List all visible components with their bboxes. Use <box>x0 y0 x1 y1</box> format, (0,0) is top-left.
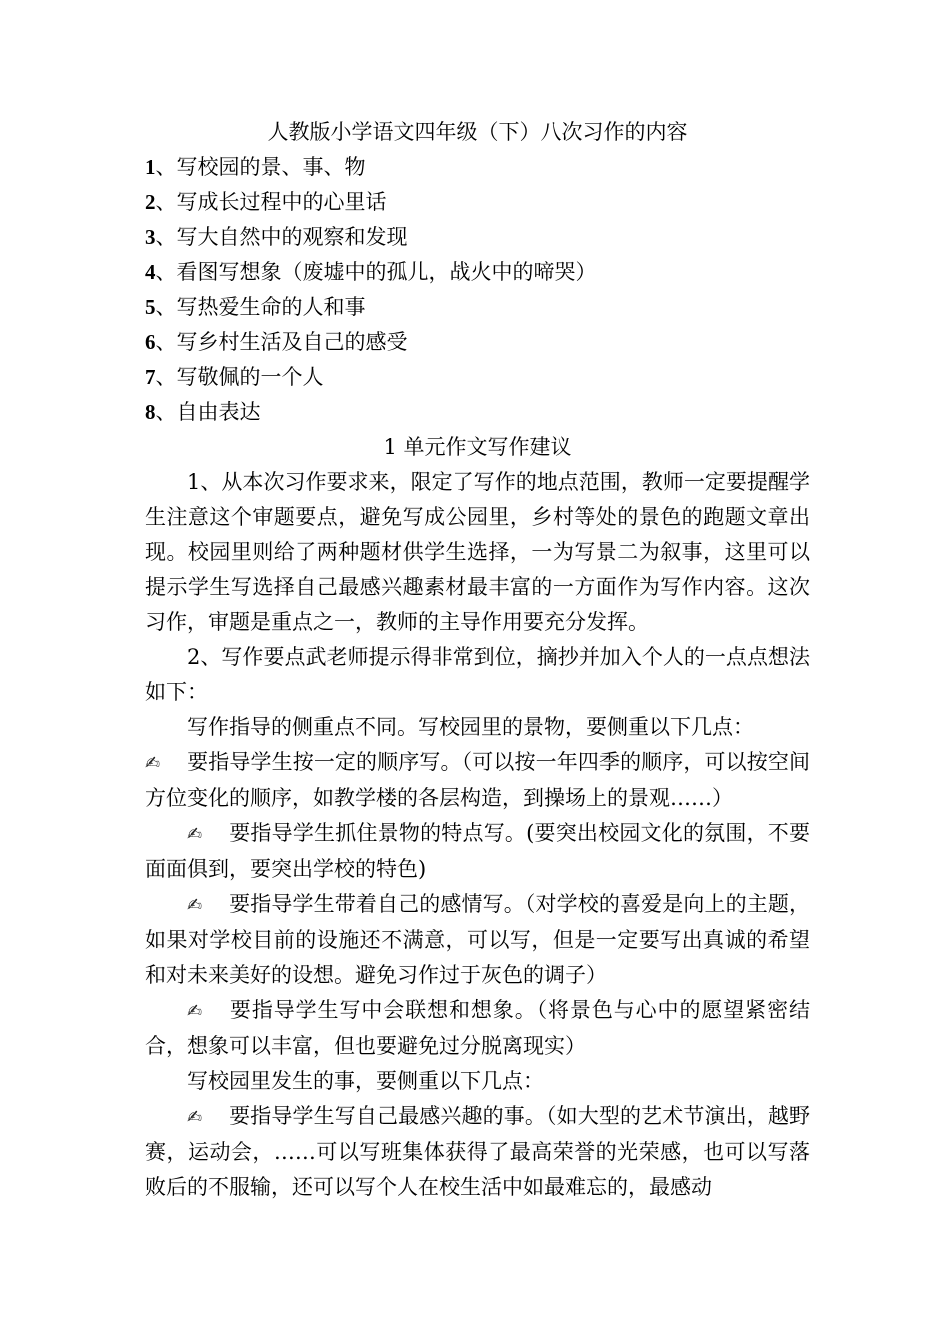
bullet-text: 要指导学生按一定的顺序写。（可以按一年四季的顺序，可以按空间方位变化的顺序，如教学楼的各层构造，到操场上的景观……） <box>145 750 810 810</box>
item-text: 看图写想象（废墟中的孤儿，战火中的啼哭） <box>176 260 597 284</box>
bullet-text: 要指导学生写自己最感兴趣的事。（如大型的艺术节演出，越野赛，运动会，……可以写班集体获得了最高荣誉的光荣感，也可以写落败后的不服输，还可以写个人在校生活中如最难忘的，最感动 <box>145 1104 810 1199</box>
bullet-scenery-feelings <box>145 887 810 993</box>
list-item <box>145 290 810 325</box>
bullet-scenery-imagination <box>145 993 810 1064</box>
item-number: 5 <box>145 295 156 319</box>
writing-hand-icon: ✍ <box>187 1001 203 1022</box>
list-item <box>145 395 810 430</box>
item-text: 写乡村生活及自己的感受 <box>176 330 408 354</box>
paragraph-key-points: 2、写作要点武老师提示得非常到位，摘抄并加入个人的一点点想法如下： <box>145 645 810 704</box>
bullet-text: 要指导学生写中会联想和想象。（将景色与心中的愿望紧密结合，想象可以丰富，但也要避免过分脱离现实） <box>145 998 810 1058</box>
list-item <box>145 360 810 395</box>
item-text: 写热爱生命的人和事 <box>176 295 366 319</box>
bullet-text: 要指导学生带着自己的感情写。（对学校的喜爱是向上的主题，如果对学校目前的设施还不满意，可以写，但是一定要写出真诚的希望和对未来美好的设想。避免习作过于灰色的调子） <box>145 892 810 987</box>
item-separator: 、 <box>155 260 177 284</box>
item-text: 写敬佩的一个人 <box>176 365 324 389</box>
item-separator: 、 <box>155 190 177 214</box>
item-text: 自由表达 <box>176 400 261 424</box>
item-number: 8 <box>145 400 156 424</box>
item-separator: 、 <box>155 225 177 249</box>
paragraph-scenery-intro: 写作指导的侧重点不同。写校园里的景物，要侧重以下几点： <box>187 715 754 739</box>
item-number: 7 <box>145 365 156 389</box>
bullet-scenery-order <box>145 745 810 816</box>
bullet-text: 要指导学生抓住景物的特点写。(要突出校园文化的氛围，不要面面俱到，要突出学校的特色) <box>145 821 810 881</box>
item-separator: 、 <box>155 365 177 389</box>
item-separator: 、 <box>155 330 177 354</box>
item-text: 写大自然中的观察和发现 <box>176 225 408 249</box>
bullet-scenery-features <box>145 816 810 887</box>
writing-hand-icon: ✍ <box>187 895 203 916</box>
section-subtitle: 1 单元作文写作建议 <box>383 435 572 459</box>
writing-hand-icon: ✍ <box>187 824 203 845</box>
bullet-events-interest <box>145 1099 810 1205</box>
document-page <box>145 115 810 1205</box>
item-separator: 、 <box>155 400 177 424</box>
document-title: 人教版小学语文四年级（下）八次习作的内容 <box>267 120 688 144</box>
item-separator: 、 <box>155 155 177 179</box>
writing-hand-icon: ✍ <box>187 1107 203 1128</box>
item-text: 写成长过程中的心里话 <box>176 190 387 214</box>
item-text: 写校园的景、事、物 <box>176 155 366 179</box>
list-item <box>145 255 810 290</box>
list-item <box>145 325 810 360</box>
paragraph-review: 1、从本次习作要求来，限定了写作的地点范围，教师一定要提醒学生注意这个审题要点，避免写成公园里，乡村等处的景色的跑题文章出现。校园里则给了两种题材供学生选择，一为写景二为叙事，这里可以提示学生写选择自己最感兴趣素材最丰富的一方面作为写作内容。这次习作，审题是重点之一，教师的主导作用要充分发挥。 <box>145 470 810 634</box>
list-item <box>145 150 810 185</box>
paragraph-events-intro: 写校园里发生的事，要侧重以下几点： <box>187 1069 544 1093</box>
item-number: 2 <box>145 190 156 214</box>
item-number: 3 <box>145 225 156 249</box>
list-item <box>145 220 810 255</box>
item-number: 4 <box>145 260 156 284</box>
list-item <box>145 185 810 220</box>
writing-hand-icon: ✍ <box>145 753 161 774</box>
item-separator: 、 <box>155 295 177 319</box>
item-number: 1 <box>145 155 156 179</box>
item-number: 6 <box>145 330 156 354</box>
essay-topic-list <box>145 150 810 430</box>
